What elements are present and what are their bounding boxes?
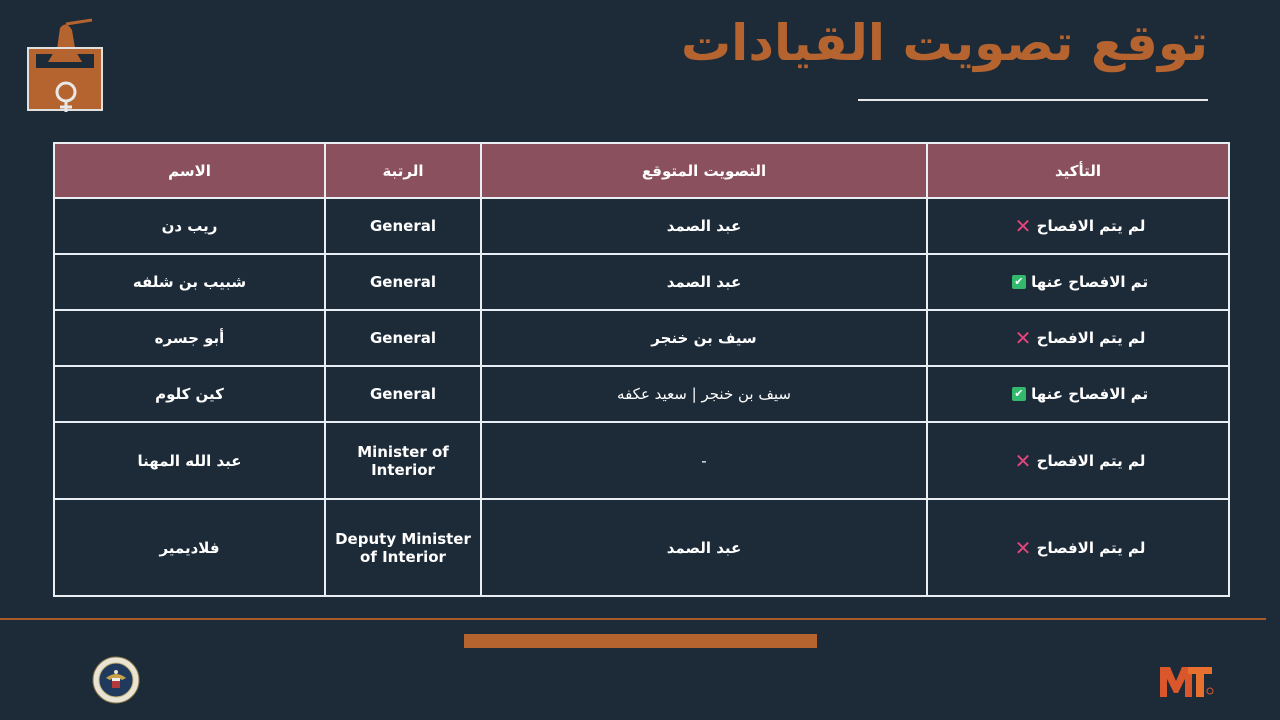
cell-expected-vote: سيف بن خنجر | سعيد عكفه bbox=[481, 366, 927, 422]
confirmation-text: لم يتم الافصاح bbox=[1036, 217, 1146, 235]
cross-mark-icon: ✕ bbox=[1014, 535, 1032, 560]
cross-mark-icon: ✕ bbox=[1014, 448, 1032, 473]
leaders-vote-table bbox=[53, 142, 1230, 597]
cell-confirmation bbox=[927, 310, 1229, 366]
table-row bbox=[54, 310, 1229, 366]
table-row bbox=[54, 254, 1229, 310]
cross-mark-icon: ✕ bbox=[1014, 326, 1032, 350]
table-row bbox=[54, 366, 1229, 422]
cell-expected-vote: عبد الصمد bbox=[481, 499, 927, 596]
cell-rank: General bbox=[325, 198, 481, 254]
confirmation-text: لم يتم الافصاح bbox=[1036, 329, 1146, 347]
confirmation-text: تم الافصاح عنها bbox=[1031, 385, 1149, 404]
cell-confirmation bbox=[927, 254, 1229, 310]
cell-confirmation bbox=[927, 422, 1229, 499]
cell-rank: General bbox=[325, 310, 481, 366]
table-row bbox=[54, 422, 1229, 499]
mt-logo-icon bbox=[1158, 663, 1214, 699]
table-header-row bbox=[54, 143, 1229, 198]
cell-rank: General bbox=[325, 254, 481, 310]
cell-expected-vote: سيف بن خنجر bbox=[481, 310, 927, 366]
header-confirmation: التأكيد bbox=[927, 143, 1229, 198]
confirmation-text: لم يتم الافصاح bbox=[1036, 538, 1146, 557]
header-expected-vote: التصويت المتوقع bbox=[481, 143, 927, 198]
check-mark-icon: ✔ bbox=[1012, 275, 1026, 289]
cell-name: كين كلوم bbox=[54, 366, 325, 422]
ballot-box-icon bbox=[26, 18, 106, 122]
footer-accent-bar bbox=[464, 634, 817, 648]
cell-expected-vote: - bbox=[481, 422, 927, 499]
cell-name: أبو جسره bbox=[54, 310, 325, 366]
cell-rank: Minister of Interior bbox=[325, 422, 481, 499]
presidential-seal-icon bbox=[92, 656, 140, 704]
title-underline bbox=[858, 99, 1208, 101]
cell-name: فلاديمير bbox=[54, 499, 325, 596]
table-row bbox=[54, 499, 1229, 596]
cell-expected-vote: عبد الصمد bbox=[481, 254, 927, 310]
page-title: توقع تصويت القيادات bbox=[680, 14, 1208, 72]
confirmation-text: لم يتم الافصاح bbox=[1036, 451, 1146, 470]
cell-name: شبيب بن شلفه bbox=[54, 254, 325, 310]
cell-rank: General bbox=[325, 366, 481, 422]
header-name: الاسم bbox=[54, 143, 325, 198]
cell-confirmation bbox=[927, 198, 1229, 254]
cell-confirmation bbox=[927, 499, 1229, 596]
header-rank: الرتبة bbox=[325, 143, 481, 198]
cell-name: عبد الله المهنا bbox=[54, 422, 325, 499]
footer-divider bbox=[0, 618, 1266, 620]
cell-name: ريب دن bbox=[54, 198, 325, 254]
cell-confirmation bbox=[927, 366, 1229, 422]
cell-rank: Deputy Minister of Interior bbox=[325, 499, 481, 596]
cell-expected-vote: عبد الصمد bbox=[481, 198, 927, 254]
check-mark-icon: ✔ bbox=[1012, 387, 1026, 401]
confirmation-text: تم الافصاح عنها bbox=[1031, 273, 1149, 292]
table-row bbox=[54, 198, 1229, 254]
cross-mark-icon: ✕ bbox=[1014, 214, 1032, 238]
